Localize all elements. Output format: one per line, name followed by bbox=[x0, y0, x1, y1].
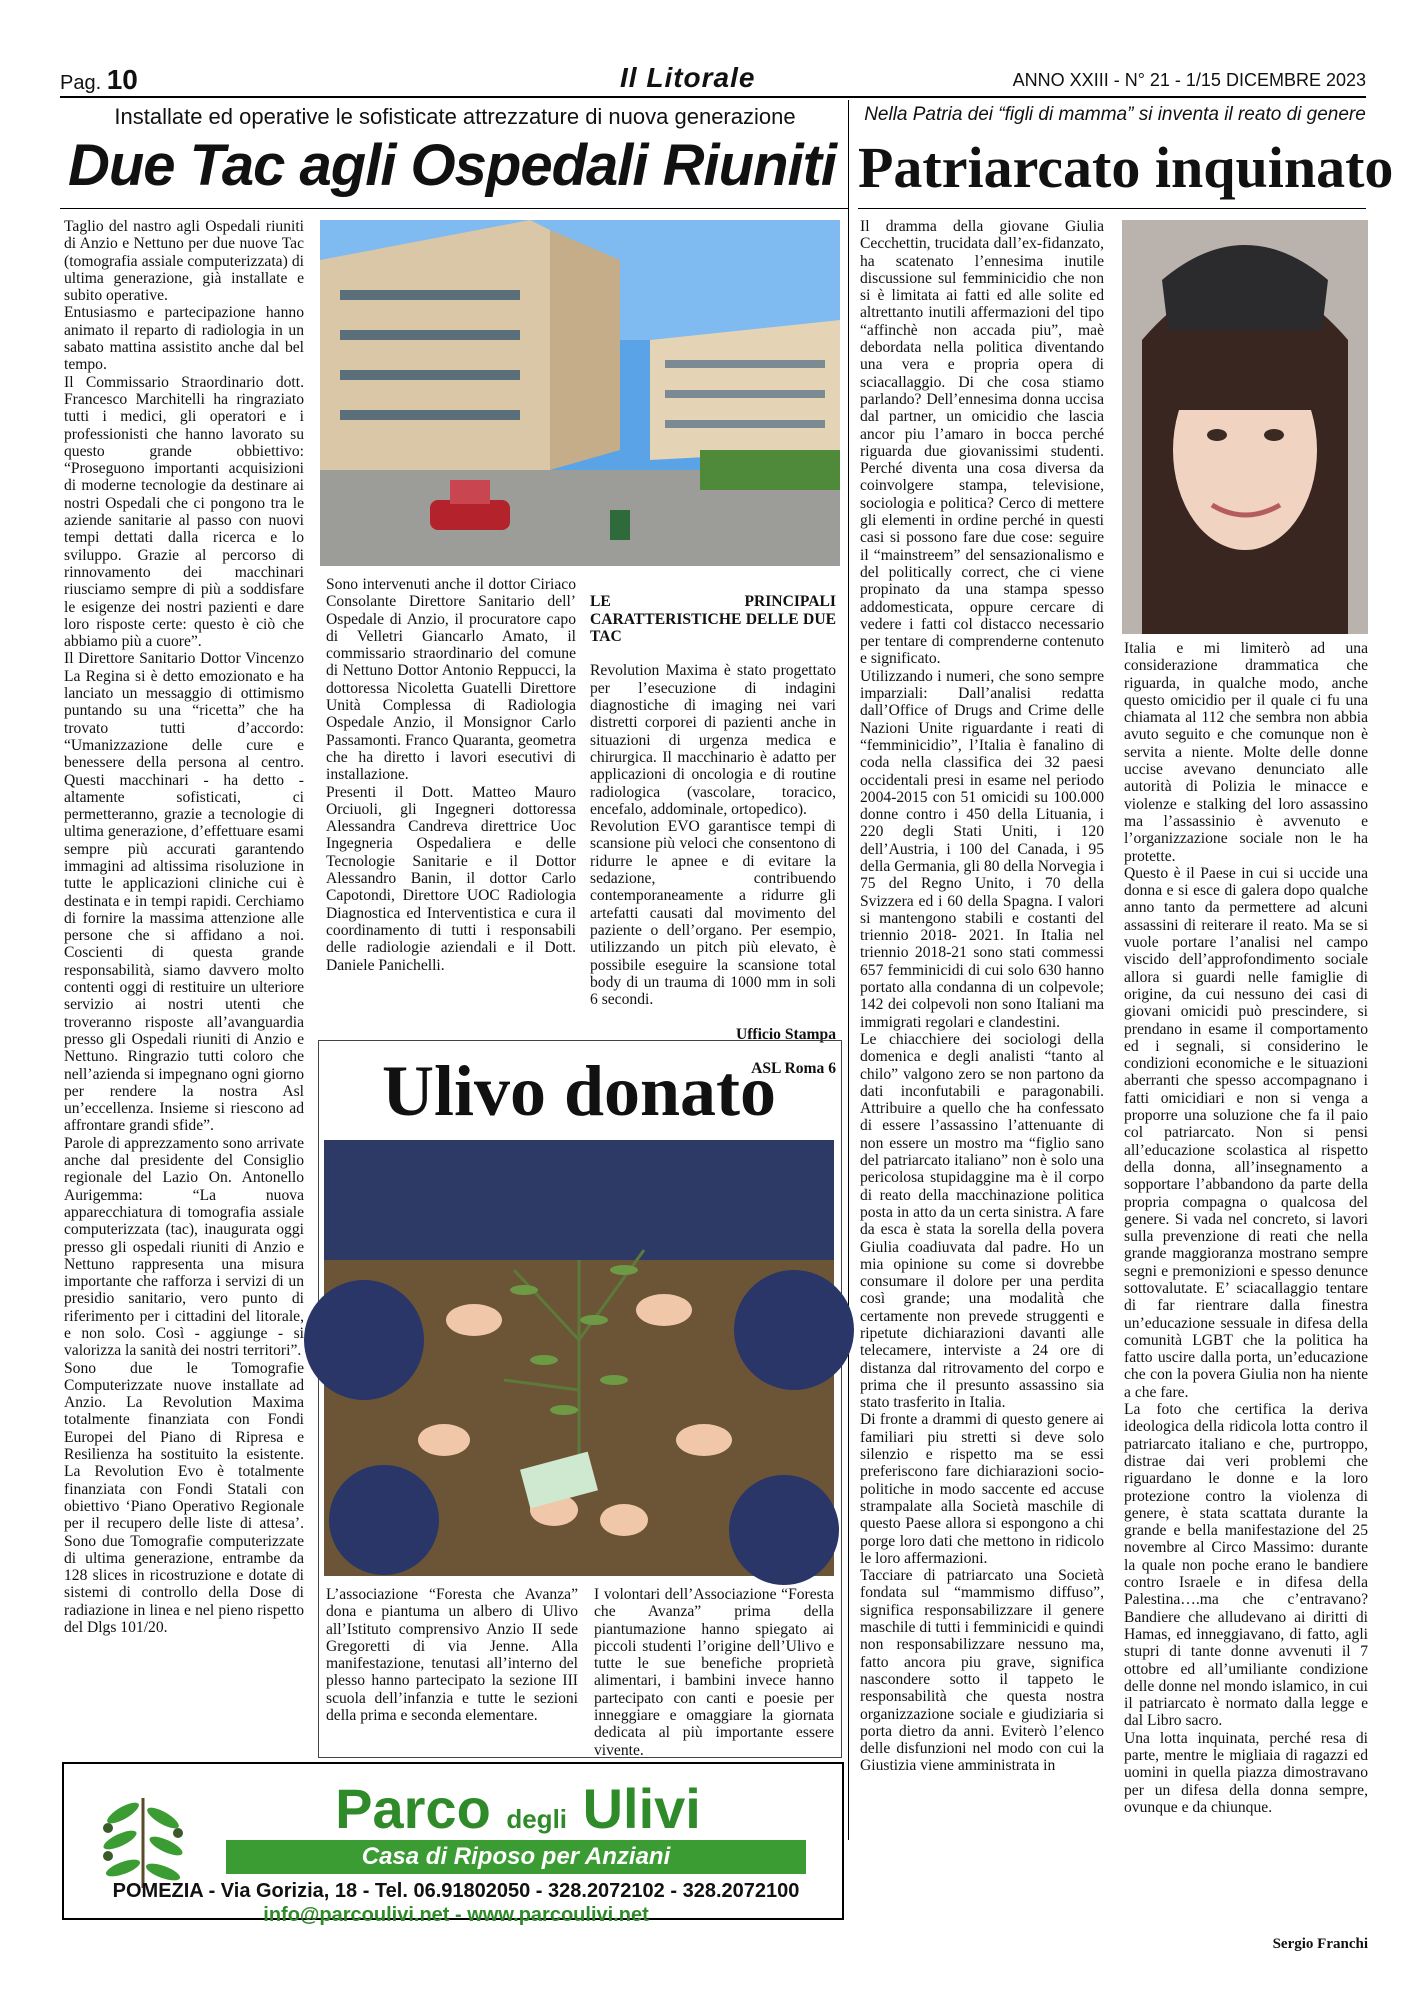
olive-tree-photo bbox=[324, 1140, 834, 1576]
page-number: Pag. 10 bbox=[60, 64, 138, 95]
author-name: Sergio Franchi bbox=[1272, 1936, 1368, 1952]
tac-title: Due Tac agli Ospedali Riuniti bbox=[67, 133, 837, 198]
tac-body-col1: Taglio del nastro agli Ospedali riuniti di Anzio e Nettuno per due nuove Tac (tomografia assiale computerizzata) di ultima generazione, già installate e subito operative. Entusiasmo e partecipazione hanno animato il reparto di radiologia in un sabato mattina assistito anche dal bel tempo. Il Commissario Straordinario dott. Francesco Marchitelli ha ringraziato tutti i medici, gli operatori e i professionisti che hanno lavorato su questo grande obbiettivo: “Proseguono importanti acquisizioni di moderne tecnologie da destinare ai nostri Ospedali che ci pongono tra le aziende sanitarie al passo con nuovi tempi dettati dalla ricerca e lo sviluppo. Grazie al percorso di rinnovamento dei macchinari riusciamo sempre di più a soddisfare le esigenze dei nostri pazienti e dare loro risposte certe: questo è ciò che abbiamo più a cuore”. Il Direttore Sanitario Dottor Vincenzo La Regina si è detto emozionato e ha lanciato un messaggio di ottimismo puntando su una “ricetta” che ha trovato tutti d’accordo: “Umanizzazione delle cure e benessere della persona al centro. Questi macchinari - ha detto - altamente sofisticati, ci permetteranno, grazie a tecnologie di ultima generazione, d’effettuare esami sempre più accurati garantendo immagini ad altissima risoluzione in tutte le applicazioni cliniche cui è destinata e in tempi rapidi. Cerchiamo di fornire la massima attenzione alle persone che si affidano a noi. Coscienti di questa grande responsabilità, siamo davvero molto contenti oggi di restituire un ulteriore servizio ai nostri utenti che troveranno risposte all’avanguardia presso gli Ospedali riuniti di Anzio e Nettuno. Ringrazio tutti coloro che nell’azienda si impegnano ogni giorno per rendere la nostra Asl un’eccellenza. Insieme si riescono ad affrontare grandi sfide”. Parole di apprezzamento sono arrivate anche dal presidente del Consiglio regionale del Lazio On. Antonello Aurigemma: “La nuova apparecchiatura di tomografia assiale computerizzata (tac), inaugurata oggi presso gli ospedali riuniti di Anzio e Nettuno rappresenta una misura importante che rafforza i servizi di un presidio sanitario, vero punto di riferimento per i cittadini del litorale, e non solo. Così - aggiunge - si valorizza la sanità dei nostri territori”. Sono due le Tomografie Computerizzate nuove installate ad Anzio. La Revolution Maxima totalmente finanziata con Fondi Europei del Piano di Ripresa e Resilienza ha sostituito la esistente. La Revolution Evo è totalmente finanziata con Fondi Statali con obiettivo ‘Piano Operativo Regionale per il recupero delle liste di attesa’. Sono due Tomografie computerizzate di ultima generazione, entrambe da 128 slices in ricostruzione e dotate di sistemi di controllo della Dose di radiazione in linea e nel pieno rispetto del Dlgs 101/20. bbox=[64, 218, 304, 1637]
patriarcato-body-col2: Italia e mi limiterò ad una considerazione drammatica che riguarda, in qualche modo, anche questo omicidio per il quale ci fu una chiamata al 112 che sembra non abbia avuto seguito e che comunque non è servita a niente. Molte delle donne uccise avevano denunciato alle autorità di Polizia le minacce e violenze e stalking del loro assassino ma l’assassinio è avvenuto e l’organizzazione sociale non le ha protette. Questo è il Paese in cui si uccide una donna e si esce di galera dopo qualche anno tanto da permettere ad alcuni assassini di reiterare il reato. Ma se si vuole portare l’analisi nel campo viscido dell’approfondimento sociale allora si guardi nelle famiglie di origine, da cui nessuno dei casi di giovani omicidi può prescindere, si prendano in esame il comportamento ed i segnali, si considerino le condizioni economiche e le situazioni aberranti che spesso accompagnano i fatti omicidiari e non si venga a proporre una soluzione che fa il paio col patriarcato. Non si pensi all’educazione scolastica al rispetto della donna, all’insegnamento a sopportare l’abbandono da parte della propria compagna o qualcosa del genere. Si vada nel concreto, si lavori sulla prevenzione di reati che nella grande maggioranza mostrano sempre segni e premonizioni e spesso denunce sottovalutate. E’ sciacallaggio tentare di far rientrare dalla finestra un’educazione sessuale in difesa della comunità LGBT che la politica ha fatto uscire dalla porta, un’educazione che con la povera Giulia non ha niente a che fare. La foto che certifica la deriva ideologica della ridicola lotta contro il patriarcato italiano e che, purtroppo, distrae dai veri problemi che riguardano le donne e la loro protezione contro la violenza di genere, è stata scattata durante la grande e bella manifestazione del 25 novembre al Circo Massimo: durante la quale non poche erano le bandiere contro Israele e in difesa della Palestina….ma che c’entravano? Bandiere che alludevano ai diritti di Hamas, ed inneggiavano, di fatto, agli stupri di tante donne avvenuti il 7 ottobre ed all’umiliante condizione delle donne nel mondo islamico, in cui il patriarcato è normato dalla legge e dal Libro sacro. Una lotta inquinata, perché resa di parte, mentre le migliaia di ragazzi ed uomini in quella piazza dimostravano per un difesa della donna sempre, ovunque e da chiunque. bbox=[1124, 640, 1368, 1816]
tac-signature-1: Ufficio Stampa bbox=[735, 1025, 836, 1043]
ad-web[interactable]: info@parcoulivi.net - www.parcoulivi.net bbox=[263, 1904, 649, 1926]
ad-contacts: POMEZIA - Via Gorizia, 18 - Tel. 06.91802050 - 328.2072102 - 328.2072100 bbox=[112, 1880, 800, 1902]
page-header bbox=[60, 62, 1366, 98]
tac-signature-2: ASL Roma 6 bbox=[751, 1060, 836, 1078]
patriarcato-body-col1: Il dramma della giovane Giulia Cecchettin, trucidata dall’ex-fidanzato, ha scatenato l’ennesima inutile discussione sul femminicidio che non si è limitata ai fatti ed alle solite ed altrettanto inutili affermazioni del tipo “affinchè non accada piu”, maè debordata nella politica diventando una vera e propria opera di sciacallaggio. Di che cosa stiamo parlando? Dell’ennesima donna uccisa dal partner, un omicidio che lascia ancor piu l’amaro in bocca perché riguarda due giovanissimi studenti. Perché diventa una cosa diversa da coinvolgere stampa, televisione, sociologia e politica? Cerco di mettere gli elementi in ordine perché in questi casi si possono fare due cose: seguire il “mainstreem” del sensazionalismo e del politically correct, che ci viene propinato da una stampa spesso addomesticata, oppure cercare di vedere i fatti col distacco necessario per tentare di comprenderne contenuto e significato. Utilizzando i numeri, che sono sempre imparziali: Dall’analisi redatta dall’Office of Drugs and Crime delle Nazioni Unite riguardante i reati di “femminicidio”, l’Italia è fanalino di coda nella classifica dei 32 paesi occidentali presi in esame nel periodo 2004-2015 con 51 omicidi su 100.000 donne contro i 450 della Lituania, i 220 degli Stati Uniti, i 120 dell’Austria, i 100 del Canada, i 95 della Germania, gli 80 della Norvegia i 75 del Regno Unito, i 70 della Svizzera ed i 60 della Spagna. I valori si mantengono stabili e costanti del triennio 2018- 2021. In Italia nel triennio 2018-21 sono stati commessi 657 femminicidi di cui solo 630 hanno portato alla condanna di un colpevole; 142 dei colpevoli non sono Italiani ma immigrati regolari e clandestini. Le chiacchiere dei sociologi della domenica e degli analisti “tanto al chilo” valgono zero se non partono da dati inconfutabili e paragonabili. Attribuire a quello che ha confessato di essere l’assassino l’attenuante di non essere un mostro ma “figlio sano del patriarcato italiano” non è solo una pericolosa stupidaggine ma è il corpo di reato della macchinazione politica posta in atto da un certa sinistra. A fare da esca è stata la sorella della povera Giulia coadiuvata dal padre. Ho un mia opinione su come si dovrebbe consumare il dolore per una perdita così grande; una modalità che certamente non prevede struggenti e ripetute dichiarazioni davanti alle telecamere, interviste a 24 ore di distanza dal ritrovamento del corpo e prima che il presunto assassino sia stato trasferito in Italia. Di fronte a drammi di questo genere ai familiari piu stretti si deve solo silenzio e rispetto ma se essi preferiscono fare dichiarazioni socio-politiche in modo saccente ed accuse strampalate alla Società maschile di questo Paese allora si espongono a chi porge loro dati che mettono in ridicolo le loro affermazioni. Tacciare di patriarcato una Società fondata sul “mammismo diffuso”, significa responsabilizzare il genere maschile di tutti i femminicidi e quindi non responsabilizzare nessuno ma, fatto ancora piu grave, significa nascondere sotto il tappeto le responsabilità che questa nostra organizzazione sociale e giudiziaria si porta dietro da anni. Eviterò l’elenco delle disfunzioni nel modo con cui la Giustizia viene amministrata in bbox=[860, 218, 1104, 1775]
divider bbox=[858, 208, 1366, 209]
ulivo-body-col1: L’associazione “Foresta che Avanza” dona e piantuma un albero di Ulivo all’Istituto comprensivo Anzio II sede Gregoretti di via Jenne. Alla manifestazione, tenutasi all’interno del plesso hanno partecipato la sezione III scuola dell’infanzia e tutte le sezioni della prima e seconda elementare. bbox=[326, 1586, 578, 1725]
tac-subhead: LE PRINCIPALI CARATTERISTICHE DELLE DUE TAC bbox=[590, 593, 836, 645]
portrait-photo bbox=[1122, 220, 1368, 634]
ulivo-title: Ulivo donato bbox=[381, 1051, 777, 1131]
tac-subhead-body: Revolution Maxima è stato progettato per l’esecuzione di indagini diagnostiche di imaging nei vari distretti corporei di pazienti anche in situazioni di urgenza medica e chirurgica. Il macchinario è adatto per applicazioni di oncologia e di routine radiologica (vascolare, toracico, encefalo, addominale, ortopedico). Revolution EVO garantisce tempi di scansione più veloci che consentono di ridurre le apnee e di evitare la sedazione, contribuendo contemporaneamente a ridurre gli artefatti causati dal movimento del paziente o dell’organo. Per esempio, utilizzando un pitch più elevato, è possibile eseguire la scansione total body di un trauma di 1000 mm in soli 6 secondi. bbox=[590, 662, 836, 1009]
column-divider bbox=[848, 100, 849, 1840]
divider bbox=[60, 208, 848, 209]
patriarcato-kicker: Nella Patria dei “figli di mamma” si inventa il reato di genere bbox=[864, 104, 1366, 125]
ad-subtitle: Casa di Riposo per Anziani bbox=[226, 1840, 806, 1874]
ad-brand-name: Parco degli Ulivi bbox=[335, 1777, 701, 1840]
patriarcato-title: Patriarcato inquinato bbox=[858, 135, 1394, 200]
ulivo-body-col2: I volontari dell’Associazione “Foresta che Avanza” prima della piantumazione hanno spiegato ai piccoli studenti l’origine dell’Ulivo e tutte le sue benefiche proprietà alimentari, i bambini invece hanno partecipato con canti e poesie per inneggiare e omaggiare la giornata dedicata al più importante essere vivente. bbox=[594, 1586, 834, 1759]
masthead: Il Litorale bbox=[620, 62, 756, 93]
tac-kicker: Installate ed operative le sofisticate attrezzature di nuova generazione bbox=[114, 104, 796, 129]
tac-body-col2: Sono intervenuti anche il dottor Ciriaco Consolante Direttore Sanitario dell’ Ospedale di Anzio, il procuratore capo di Velletri Giancarlo Amato, il commissario straordinario del comune di Nettuno Dottor Antonio Reppucci, la dottoressa Nicoletta Guatelli Direttore Unità Complessa di Radiologia Ospedale Anzio, il Monsignor Carlo Passamonti. Franco Quaranta, geometra che ha diretto i lavori esecutivi di installazione. Presenti il Dott. Matteo Mauro Orciuoli, gli Ingegneri dottoressa Alessandra Candreva direttrice Uoc Ingegneria Ospedaliera e delle Tecnologie Sanitarie e il Dottor Alessandro Banin, il dottor Carlo Capotondi, Direttore UOC Radiologia Diagnostica ed Interventistica e cura il coordinamento di tutti i responsabili delle radiologie aziendali e il Dott. Daniele Panichelli. bbox=[326, 576, 576, 974]
issue-info: ANNO XXIII - N° 21 - 1/15 DICEMBRE 2023 bbox=[1012, 70, 1366, 90]
tac-body-col3 bbox=[590, 576, 836, 1078]
hospital-photo bbox=[320, 220, 840, 566]
